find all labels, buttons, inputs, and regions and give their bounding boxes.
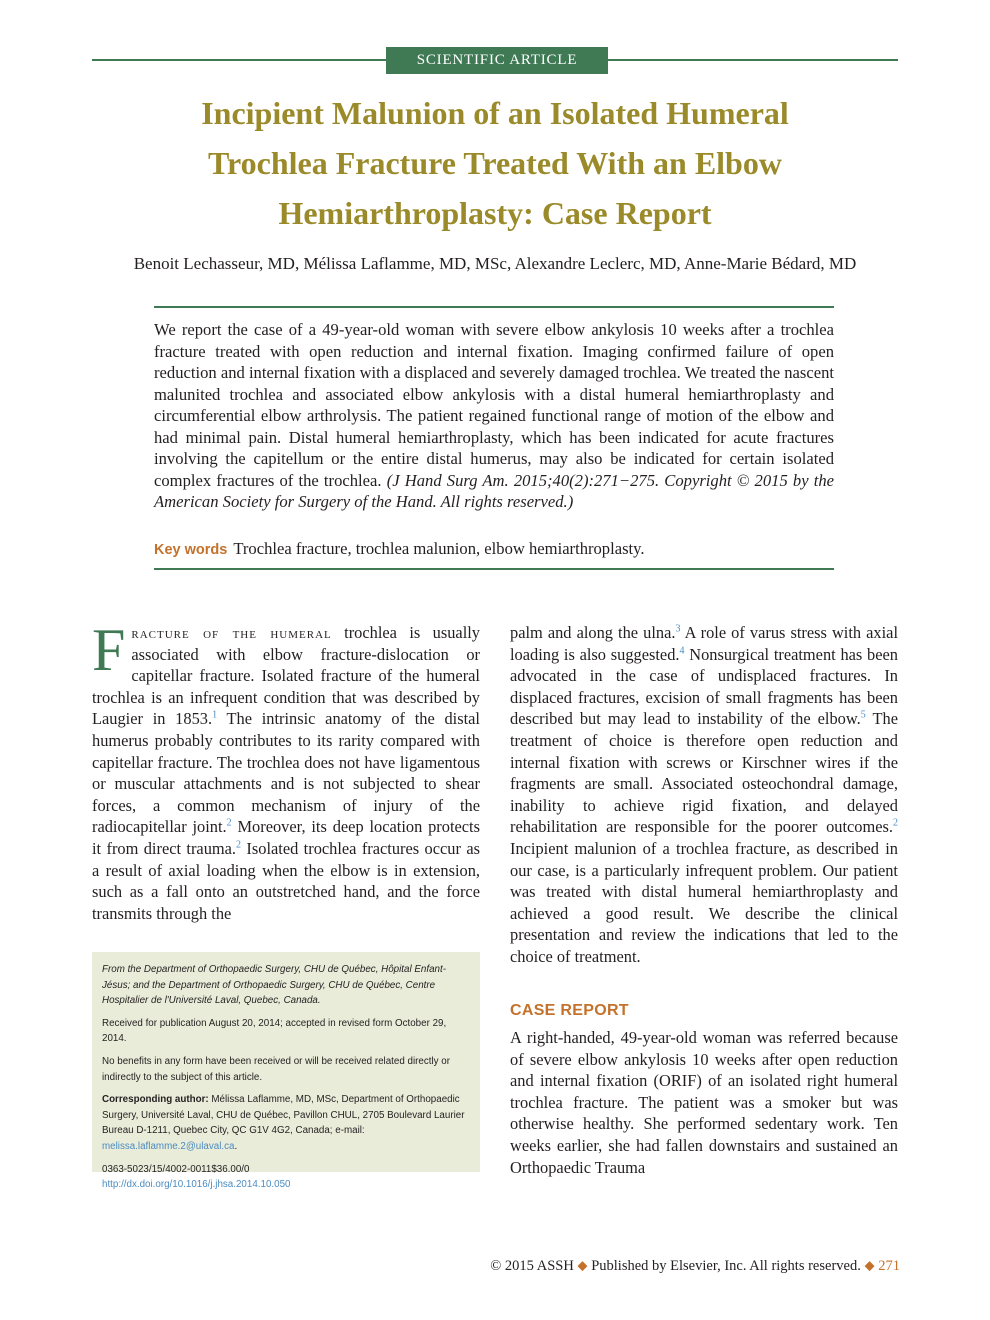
corresponding-author <box>102 1092 472 1154</box>
reference-link[interactable]: 1 <box>212 709 218 721</box>
article-title <box>110 88 880 238</box>
corresponding-label: Corresponding author: <box>102 1094 209 1106</box>
footer-bullet: ⬥ <box>864 1258 875 1274</box>
reference-link[interactable]: 2 <box>893 817 898 829</box>
reference-link[interactable]: 5 <box>860 709 866 721</box>
corresponding-text: Mélissa Laflamme, MD, MSc, Department of Orthopaedic Surgery, Université Laval, CHU de Québec, Pavillon CHUL, 2705 Boulevard Laurier Bureau D-1211, Quebec City, QC G1V 4G2, Canada; e-mail: <box>102 1094 465 1137</box>
right-text-1: palm and along the ulna. <box>510 623 676 642</box>
issn-code: 0363-5023/15/4002-0011$36.00/0 <box>102 1163 250 1175</box>
case-report-heading: CASE REPORT <box>510 1002 629 1019</box>
title-line-2: Trochlea Fracture Treated With an Elbow <box>208 145 782 181</box>
right-text-4: The treatment of choice is therefore open reduction and internal fixation with screws or Kirschner wires if the fragments are small. Associated osteochondral damage, inability to achieve rigid fixation, and delayed rehabilitation are responsible for the poorer outcomes. <box>510 709 898 837</box>
doi-link[interactable]: http://dx.doi.org/10.1016/j.jhsa.2014.10.050 <box>102 1179 291 1191</box>
intro-text-1: trochlea is usually associated with elbow fracture-dislocation or capitellar fracture. Isolated fracture of the humeral trochlea is an infrequent condition that was described by Laugier in 1853. <box>92 623 481 729</box>
intro-smallcaps: racture of the humeral <box>131 623 332 642</box>
abstract <box>154 319 834 513</box>
received-note: Received for publication August 20, 2014; accepted in revised form October 29, 2014. <box>102 1017 447 1045</box>
header-rule-left <box>92 59 386 61</box>
right-text-2: A role of varus stress with axial loading is also suggested. <box>510 623 899 664</box>
footer-bullet: ⬥ <box>577 1258 588 1274</box>
intro-text-4: Isolated trochlea fractures occur as a result of axial loading when the elbow is in extension, such as a fall onto an outstretched hand, and the force transmits through the <box>92 838 480 923</box>
intro-paragraph <box>92 617 481 924</box>
reference-link[interactable]: 3 <box>675 623 681 635</box>
abstract-citation: (J Hand Surg Am. 2015;40(2):271−275. Copyright © 2015 by the American Society for Surgery of the Hand. All rights reserved.) <box>154 470 835 511</box>
header-rule-right <box>608 59 898 61</box>
drop-cap: F <box>92 617 126 683</box>
reference-link[interactable]: 2 <box>226 817 232 829</box>
section-banner: SCIENTIFIC ARTICLE <box>386 47 608 74</box>
keywords-text: Trochlea fracture, trochlea malunion, elbow hemiarthroplasty. <box>233 539 645 558</box>
title-line-1: Incipient Malunion of an Isolated Humeral <box>201 95 789 131</box>
footer-copyright: © 2015 ASSH <box>490 1258 574 1274</box>
keywords <box>154 538 834 561</box>
right-column-text <box>510 622 898 968</box>
author-list: Benoit Lechasseur, MD, Mélissa Laflamme, MD, MSc, Alexandre Leclerc, MD, Anne-Marie Bédard, MD <box>133 254 857 273</box>
intro-text-3: Moreover, its deep location protects it from direct trauma. <box>92 817 480 858</box>
benefits-note: No benefits in any form have been received or will be received related directly or indirectly to the subject of this article. <box>102 1055 450 1083</box>
reference-link[interactable]: 4 <box>679 645 685 657</box>
abstract-rule-bottom <box>154 568 834 570</box>
affiliation-note: From the Department of Orthopaedic Surgery, CHU de Québec, Hôpital Enfant-Jésus; and the Department of Orthopaedic Surgery, CHU de Québec, Centre Hospitalier de l'Université Laval, Quebec, Canada. <box>102 964 446 1007</box>
title-line-3: Hemiarthroplasty: Case Report <box>278 195 712 231</box>
page-number: 271 <box>878 1258 900 1274</box>
page-footer <box>470 1258 900 1275</box>
right-text-5: Incipient malunion of a trochlea fracture, as described in our case, is a particularly infrequent problem. Our patient was treated with distal humeral hemiarthroplasty and achieved a good result. We describe the clinical presentation and review the indications that led to the choice of treatment. <box>510 838 898 966</box>
reference-link[interactable]: 2 <box>236 839 242 851</box>
corresponding-end: . <box>234 1140 238 1152</box>
article-info-box <box>92 952 480 1191</box>
email-link[interactable]: melissa.laflamme.2@ulaval.ca <box>102 1140 235 1152</box>
intro-continued <box>510 622 898 968</box>
case-report-text: A right-handed, 49-year-old woman was referred because of severe elbow ankylosis 10 weeks after open reduction and internal fixation (ORIF) of an isolated right humeral trochlea fracture. The patient was a smoker but was otherwise healthy. She performed sedentary work. Ten weeks earlier, she had fallen downstairs and sustained an Orthopaedic Trauma <box>510 1028 898 1177</box>
abstract-rule-top <box>154 306 834 308</box>
keywords-label: Key words <box>154 542 228 558</box>
left-column-text <box>92 617 481 924</box>
abstract-text: We report the case of a 49-year-old woman with severe elbow ankylosis 10 weeks after a trochlea fracture treated with open reduction and internal fixation. Imaging confirmed failure of open reduction and internal fixation with a displaced and severely damaged trochlea. We treated the nascent malunited trochlea and associated elbow ankylosis with a distal humeral hemiarthroplasty and circumferential elbow arthrolysis. The patient regained functional range of motion of the elbow and had minimal pain. Distal humeral hemiarthroplasty, which has been indicated for acute fractures involving the capitellum or the entire distal humerus, may also be indicated for certain isolated complex fractures of the trochlea. <box>154 320 834 490</box>
intro-text-2: The intrinsic anatomy of the distal humerus probably contributes to its rarity compared with capitellar fracture. The trochlea does not have ligamentous or muscular attachments and is not subjected to shear forces, a common mechanism of injury of the radiocapitellar joint. <box>92 709 480 837</box>
right-text-3: Nonsurgical treatment has been advocated in the case of undisplaced fractures. In displaced fractures, excision of small fragments has been described but may lead to instability of the elbow. <box>510 644 898 729</box>
footer-publisher: Published by Elsevier, Inc. All rights reserved. <box>591 1258 861 1274</box>
